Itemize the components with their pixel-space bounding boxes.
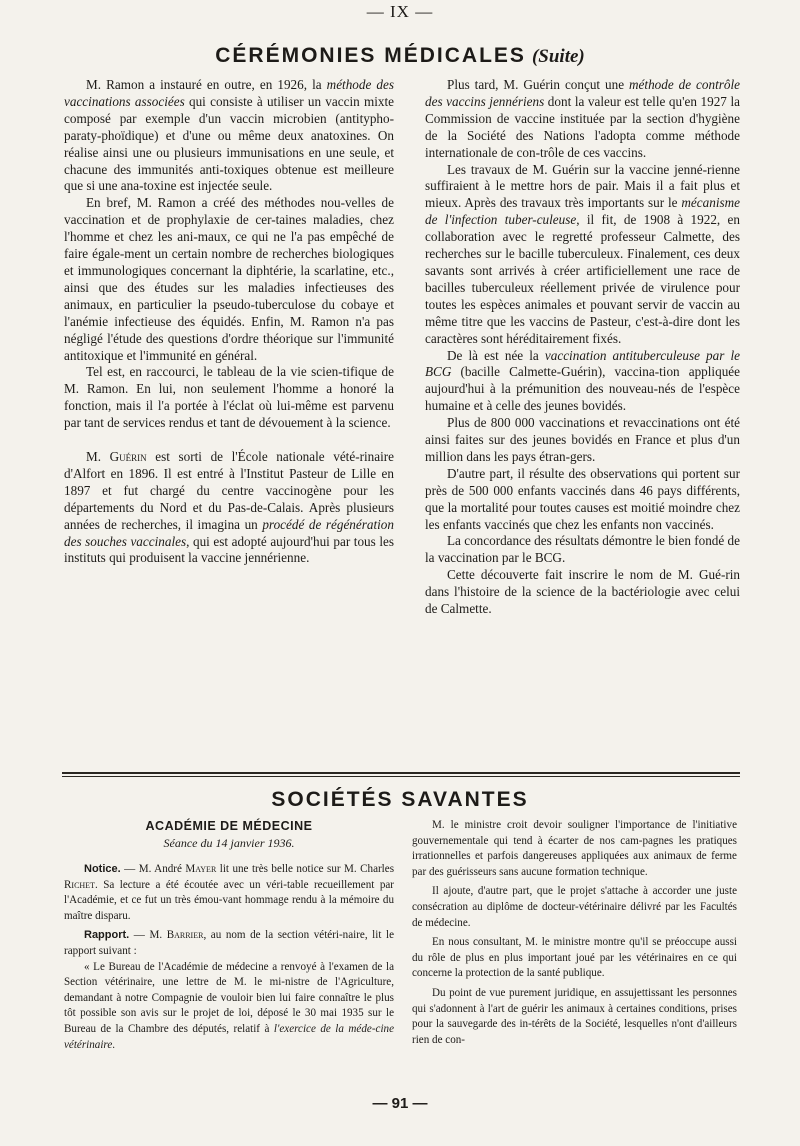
- page-number-roman: — IX —: [366, 2, 434, 21]
- notice-paragraph: Notice. — M. André Mayer lit une très belle notice sur M. Charles Richet. Sa lecture a été écoutée avec un véri-table recueillement par l'Académie, et ce fut un très émou-vant hommage rendu à la mémoire du maître disparu.: [64, 863, 395, 922]
- section-title-suite: (Suite): [531, 46, 585, 67]
- paragraph: Plus tard, M. Guérin conçut une méthode de contrôle des vaccins jennériens dont la valeur est telle qu'en 1927 la Commission de vaccine instituée par la section d'hygiène de la Société des Nations l'adopta comme méthode internationale de con-trôle de ces vaccins.: [425, 77, 740, 160]
- paragraph: En nous consultant, M. le ministre montre qu'il se préoccupe aussi du rôle de plus en plus important joué par les vétérinaires en ce qui concerne la protection de la santé publique.: [412, 936, 737, 980]
- quote-paragraph: « Le Bureau de l'Académie de médecine a renvoyé à l'examen de la Section vétérinaire, une lettre de M. le mi-nistre de l'Agriculture, demandant à notre Compagnie de vouloir bien lui faire connaître le plus tôt possible son avis sur le projet de loi, déposé le 30 mai 1935 sur le Bureau de la Chambre des députés, relatif à l'exercice de la méde-cine vétérinaire.: [64, 960, 394, 1051]
- section-title-text: CÉRÉMONIES MÉDICALES: [215, 44, 526, 67]
- academie-left-column: [64, 862, 394, 1053]
- section-divider-thin: [62, 776, 740, 777]
- paragraph: Les travaux de M. Guérin sur la vaccine jenné-rienne suffiraient à le mettre hors de pair. Mais il a fait plus et mieux. Après des travaux très importants sur le mécanisme de l'infection tuber-culeuse, il fit, de 1908 à 1922, en collaboration avec le regretté professeur Calmette, des recherches sur le bacille tuberculeux. Finalement, ces deux savants sont arrivés à créer artificiellement une race de bacilles tuberculeux réellement privée de virulence pour toutes les espèces animales et pouvant servir de vaccin au même titre que les vaccins de Pasteur, c'est-à-dire dont les caractères sont héréditairement fixés.: [425, 161, 740, 346]
- paragraph: M. Ramon a instauré en outre, en 1926, la méthode des vaccinations associées qui consiste à utiliser un vaccin mixte composé par exemple d'un vaccin microbien (antitypho-paraty-phoïdique) et d'une ou même deux anatoxines. On réalise ainsi une ou plusieurs immunisations en une seule, et chacune des immunités anti-toxiques obtenue est meilleure que si une ana-toxine est injectée seule.: [64, 77, 395, 194]
- paragraph: Tel est, en raccourci, le tableau de la vie scien-tifique de M. Ramon. En lui, non seulement l'homme a honoré la fonction, mais il l'a portée à l'éclat où lui-même est parvenu par tant de services rendus et tant de dévouement à la science.: [64, 364, 394, 431]
- academie-right-column: [412, 818, 737, 1048]
- societes-savantes-title: SOCIÉTÉS SAVANTES: [271, 788, 529, 811]
- section-title: [0, 44, 800, 68]
- paragraph: Plus de 800 000 vaccinations et revaccinations ont été ainsi faites sur des jeunes bovidés en France et plus d'un million dans les pays étran-gers.: [425, 415, 740, 464]
- right-column: [425, 77, 740, 618]
- section-divider: [62, 772, 740, 774]
- paragraph: Cette découverte fait inscrire le nom de M. Gué-rin dans l'histoire de la science de la bactériologie avec celui de Calmette.: [425, 567, 740, 617]
- academie-heading: ACADÉMIE DE MÉDECINE: [145, 819, 313, 833]
- seance-date: Séance du 14 janvier 1936.: [163, 836, 295, 850]
- paragraph: En bref, M. Ramon a créé des méthodes nou-velles de vaccination et de prophylaxie de cer-taines maladies, chez l'homme et chez les ani-maux, ce qui ne l'a pas empêché de faire égale-ment un certain nombre de recherches biologiques et immunologiques concernant la diphtérie, la scarlatine, etc., ainsi que des études sur les maladies infectieuses des animaux, en particulier la pseudo-tuberculose du cobaye et l'anémie infectieuse des équidés. Enfin, M. Ramon n'a pas négligé l'étude des questions d'ordre théorique sur l'immunité antitoxique et l'immunité en général.: [64, 195, 394, 363]
- left-column: [64, 77, 394, 567]
- paragraph: Il ajoute, d'autre part, que le projet s'attache à accorder une juste consécration au diplôme de docteur-vétérinaire délivré par les Facultés de médecine.: [412, 885, 737, 929]
- page-number: — 91 —: [372, 1095, 428, 1112]
- paragraph: M. le ministre croit devoir souligner l'importance de l'initiative gouvernementale qui tend à écarter de nos cam-pagnes les pratiques irrationnelles et parfois dangereuses appliquées aux animaux de ferme par des guérisseurs sans aucune formation technique.: [412, 819, 737, 878]
- paragraph: De là est née la vaccination antituberculeuse par le BCG (bacille Calmette-Guérin), vaccina-tion appliquée aujourd'hui à la prémunition des nouveau-nés de l'espèce humaine et à celle des jeunes bovidés.: [425, 347, 740, 414]
- paragraph: M. Guérin est sorti de l'École nationale vété-rinaire d'Alfort en 1896. Il est entré à l'Institut Pasteur de Lille en 1897 et fut chargé du centre vaccinogène pour les départements du Nord et du Pas-de-Calais. Après plusieurs années de recherches, il imagina un procédé de régénération des souches vaccinales, qui est adopté aujourd'hui par tous les instituts qui produisent la vaccine jennérienne.: [64, 449, 395, 566]
- paragraph: D'autre part, il résulte des observations qui portent sur près de 500 000 enfants vaccinés dans 46 pays différents, que la mortalité pour toutes causes est moitié moindre chez les enfants vaccinés que chez les enfants non vaccinés.: [425, 465, 740, 532]
- rapport-paragraph: Rapport. — M. Barrier, au nom de la section vétéri-naire, lit le rapport suivant :: [64, 929, 395, 957]
- paragraph: La concordance des résultats démontre le bien fondé de la vaccination par le BCG.: [425, 533, 740, 566]
- paragraph: Du point de vue purement juridique, en assujettissant les personnes qui s'adonnent à l'art de guérir les animaux à certaines conditions, prises pour la sauvegarde des in-térêts de la Société, lesquelles n'ont d'ailleurs rien de con-: [412, 986, 737, 1046]
